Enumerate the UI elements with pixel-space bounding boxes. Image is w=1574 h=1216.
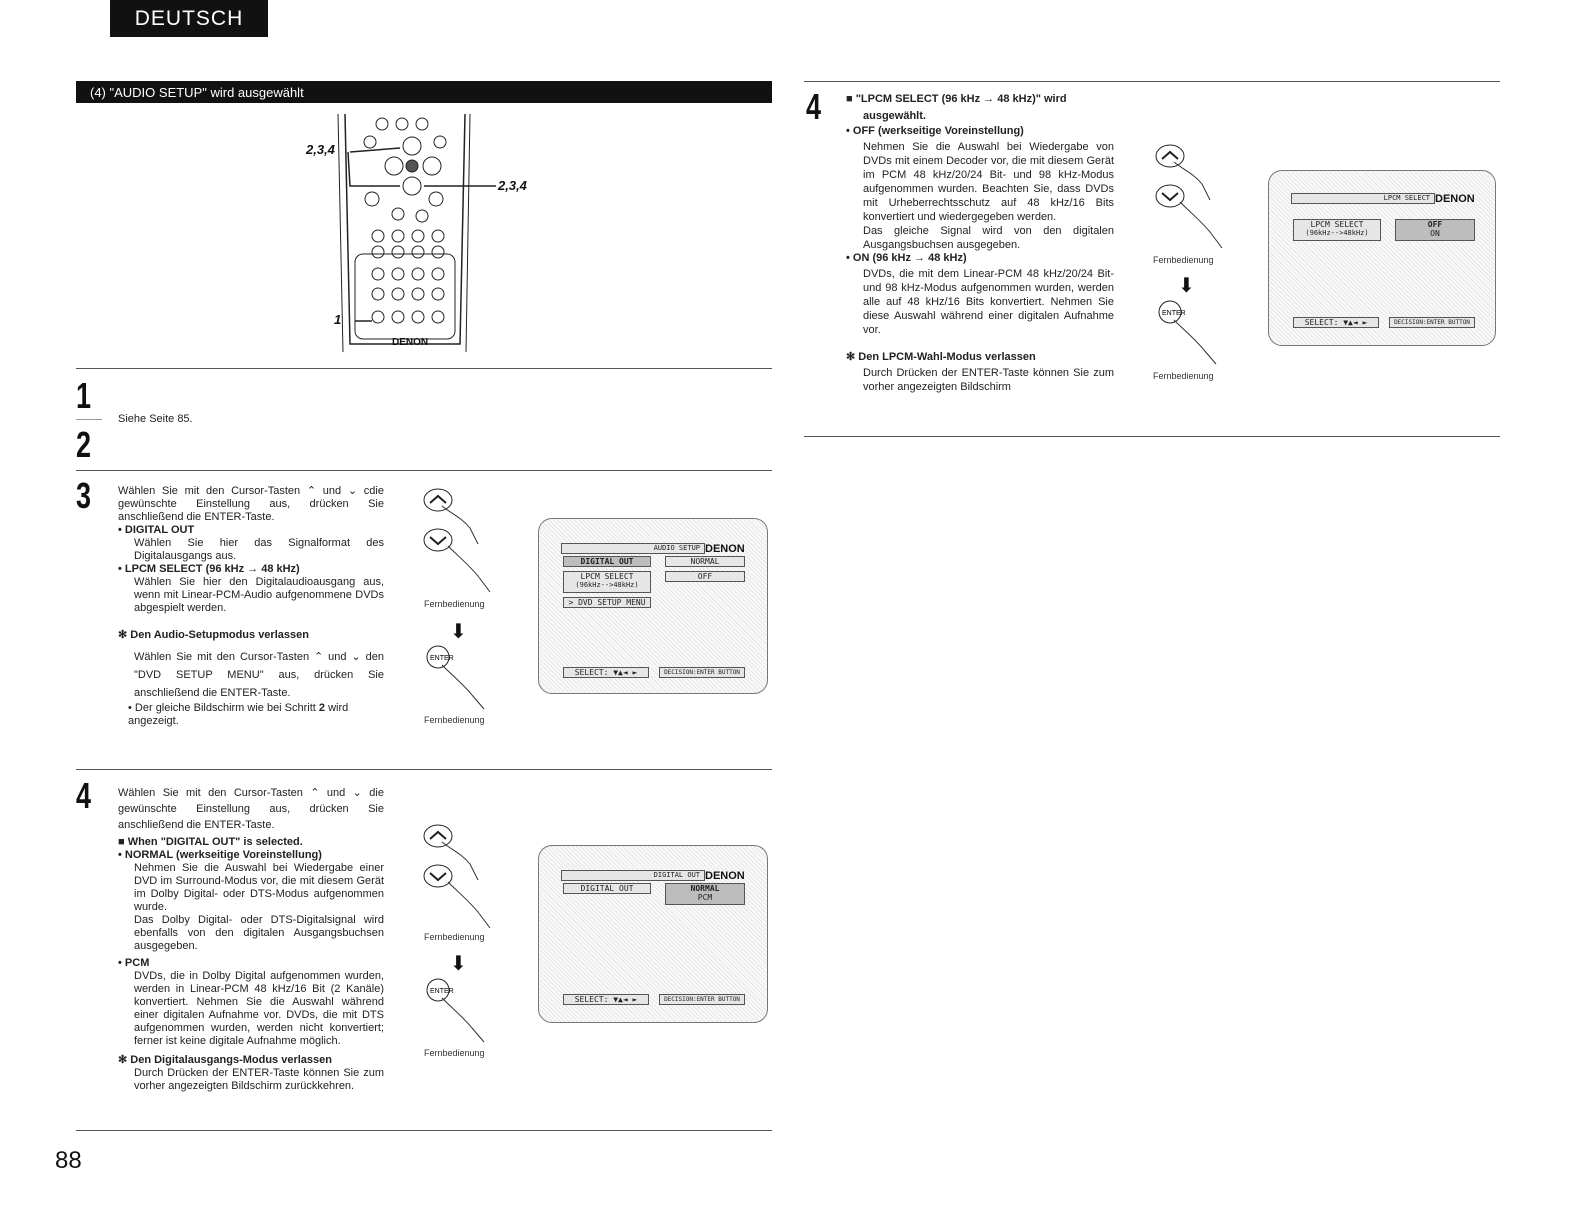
step4r-tv-screen	[1268, 170, 1496, 346]
screen-header-bar: AUDIO SETUP	[561, 543, 705, 554]
step-number-4-right: 4	[806, 86, 822, 127]
step3-item2-title: • LPCM SELECT (96 kHz → 48 kHz)	[118, 563, 300, 575]
cursor-down-icon	[424, 529, 452, 551]
divider	[804, 81, 1500, 82]
step4r-caption-2: Fernbedienung	[1153, 371, 1214, 381]
step4-caption-1: Fernbedienung	[424, 932, 485, 942]
screen-menu-digital-out: DIGITAL OUT	[563, 556, 651, 567]
down-arrow-icon: ⬇	[1178, 275, 1195, 297]
screen-footer-select: SELECT: ▼▲◄ ►	[1293, 317, 1379, 328]
step3-exit-title: ✻ Den Audio-Setupmodus verlassen	[118, 629, 309, 641]
step4-hand-cursor	[418, 820, 498, 928]
step4-when: ■ When "DIGITAL OUT" is selected.	[118, 836, 303, 848]
screen-brand: DENON	[705, 543, 745, 555]
step3-caption-1: Fernbedienung	[424, 599, 485, 609]
divider	[76, 769, 772, 770]
step3-caption-2: Fernbedienung	[424, 715, 485, 725]
step3-text	[118, 485, 384, 728]
screen-footer-decision: DECISION:ENTER BUTTON	[1389, 317, 1475, 328]
hand-icon	[1174, 320, 1216, 364]
step4-opt1-text2: Das Dolby Digital- oder DTS-Digitalsignal wird ebenfalls von den digitalen Ausgangsbuchsen ausgegeben.	[134, 914, 384, 952]
step3-hand-enter	[424, 645, 494, 711]
cursor-down-icon	[424, 865, 452, 887]
label-1: 1	[334, 312, 342, 327]
step4-opt2-text: DVDs, die in Dolby Digital aufgenommen wurden, werden in Linear-PCM 48 kHz/16 Bit (2 Kanäle) konvertiert. Nehmen Sie die Auswahl während einer digitalen Aufnahme vor. DVDs, die mit DTS aufgenommen wurden, werden nicht konvertiert; ferner ist keine digitale Aufnahme möglich.	[134, 970, 384, 1047]
screen-menu-digital-out: DIGITAL OUT	[563, 883, 651, 894]
step4-tv-screen	[538, 845, 768, 1023]
step4-opt1-text: Nehmen Sie die Auswahl bei Wiedergabe einer DVD im Surround-Modus vor, die mit diesem Gerät im Dolby Digital- oder DTS-Modus aufgenommen wurde.	[134, 862, 384, 913]
divider	[76, 1130, 772, 1131]
screen-menu-lpcm-select: LPCM SELECT (96kHz-->48kHz)	[1293, 219, 1381, 241]
hand-icon	[442, 998, 484, 1042]
step-number-2: 2	[76, 424, 92, 465]
step4r-caption-1: Fernbedienung	[1153, 255, 1214, 265]
screen-brand: DENON	[1435, 193, 1475, 205]
hand-icon	[442, 665, 484, 709]
step4r-hand-cursor	[1150, 140, 1230, 248]
hand-icon	[1174, 162, 1222, 248]
step4-right-text	[846, 93, 1114, 394]
page-number: 88	[55, 1147, 82, 1174]
step4r-opt2-title: • ON (96 kHz → 48 kHz)	[846, 252, 967, 264]
hand-icon	[442, 842, 490, 928]
screen-options-off-on: OFF ON	[1395, 219, 1475, 241]
step4-left-text	[118, 785, 384, 1093]
step3-intro: Wählen Sie mit den Cursor-Tasten ⌃ und ⌄ cdie gewünschte Einstellung aus, drücken Sie anschließend die ENTER-Taste.	[118, 485, 384, 523]
step-number-3: 3	[76, 475, 92, 516]
screen-footer-select: SELECT: ▼▲◄ ►	[563, 667, 649, 678]
screen-menu-lpcm-select: LPCM SELECT (96kHz-->48kHz)	[563, 571, 651, 593]
step4r-opt2-text: DVDs, die mit dem Linear-PCM 48 kHz/20/24 Bit- und 98 kHz-Modus aufgenommen wurden, werden alle auf 48 kHz/16 Bits konvertiert. Nehmen Sie diese Auswahl während einer digitalen Aufnahme vor.	[863, 268, 1114, 336]
screen-value-off: OFF	[665, 571, 745, 582]
step4-hand-enter	[424, 978, 494, 1044]
section-title-bar: (4) "AUDIO SETUP" wird ausgewählt	[76, 81, 772, 103]
screen-brand: DENON	[705, 870, 745, 882]
label-234-left: 2,3,4	[306, 142, 335, 157]
label-234-right: 2,3,4	[498, 178, 527, 193]
remote-illustration	[300, 104, 540, 354]
step-number-1: 1	[76, 375, 92, 416]
step3-item1-title: • DIGITAL OUT	[118, 524, 195, 536]
language-tab: DEUTSCH	[110, 0, 268, 37]
screen-value-normal: NORMAL	[665, 556, 745, 567]
svg-text:ENTER: ENTER	[1162, 310, 1186, 317]
cursor-up-icon	[424, 825, 452, 847]
step4r-exit-title: ✻ Den LPCM-Wahl-Modus verlassen	[846, 351, 1036, 363]
step4r-opt1-text2: Das gleiche Signal wird von den digitalen Ausgangsbuchsen ausgegeben.	[863, 225, 1114, 251]
step3-item2-text: Wählen Sie hier den Digitalaudioausgang aus, wenn mit Linear-PCM-Audio aufgenommene DVDs abgespielt werden.	[134, 576, 384, 614]
step4-exit-title: ✻ Den Digitalausgangs-Modus verlassen	[118, 1054, 332, 1066]
screen-header-bar: DIGITAL OUT	[561, 870, 705, 881]
cursor-up-icon	[424, 489, 452, 511]
step4-caption-2: Fernbedienung	[424, 1048, 485, 1058]
step1-note: Siehe Seite 85.	[118, 413, 193, 425]
step3-exit-note: • Der gleiche Bildschirm wie bei Schritt 2 wird angezeigt.	[128, 702, 349, 727]
divider-short	[76, 419, 102, 420]
screen-options-normal-pcm: NORMAL PCM	[665, 883, 745, 905]
step4r-heading-b: ausgewählt.	[863, 110, 926, 122]
divider	[76, 470, 772, 471]
step3-exit-text: Wählen Sie mit den Cursor-Tasten ⌃ und ⌄ den "DVD SETUP MENU" aus, drücken Sie anschließend die ENTER-Taste.	[134, 651, 384, 699]
screen-menu-dvd-setup: > DVD SETUP MENU	[563, 597, 651, 608]
step-number-4: 4	[76, 775, 92, 816]
step4-intro: Wählen Sie mit den Cursor-Tasten ⌃ und ⌄ die gewünschte Einstellung aus, drücken Sie anschließend die ENTER-Taste.	[118, 787, 384, 831]
cursor-down-icon	[1156, 185, 1184, 207]
step4r-heading-a: ■ "LPCM SELECT (96 kHz → 48 kHz)" wird	[846, 93, 1067, 105]
step4r-exit-text: Durch Drücken der ENTER-Taste können Sie zum vorher angezeigten Bildschirm	[863, 367, 1114, 393]
svg-text:ENTER: ENTER	[430, 655, 454, 662]
screen-footer-decision: DECISION:ENTER BUTTON	[659, 667, 745, 678]
screen-footer-select: SELECT: ▼▲◄ ►	[563, 994, 649, 1005]
screen-header-bar: LPCM SELECT	[1291, 193, 1435, 204]
step4r-opt1-text: Nehmen Sie die Auswahl bei Wiedergabe von DVDs mit einem Decoder vor, die mit diesem Gerät im PCM 48 kHz/20/24 Bit- und 98 kHz-Modus aufgenommen wurden. Beachten Sie, dass DVDs mit Urheberrechtsschutz auf 48 kHz/16 Bits konvertiert und wiedergegeben werden.	[863, 141, 1114, 223]
divider	[804, 436, 1500, 437]
step3-tv-screen	[538, 518, 768, 694]
remote-brand-logo: DENON	[392, 337, 429, 348]
step4-opt1-title: • NORMAL (werkseitige Voreinstellung)	[118, 849, 322, 861]
down-arrow-icon: ⬇	[450, 621, 467, 643]
svg-text:ENTER: ENTER	[430, 988, 454, 995]
cursor-up-icon	[1156, 145, 1184, 167]
hand-icon	[442, 506, 490, 592]
screen-footer-decision: DECISION:ENTER BUTTON	[659, 994, 745, 1005]
step4r-hand-enter	[1156, 300, 1226, 366]
step4-exit-text: Durch Drücken der ENTER-Taste können Sie zum vorher angezeigten Bildschirm zurückkehren.	[134, 1067, 384, 1092]
divider	[76, 368, 772, 369]
step4r-opt1-title: • OFF (werkseitige Voreinstellung)	[846, 125, 1024, 137]
step4-opt2-title: • PCM	[118, 957, 150, 969]
step3-hand-cursor	[418, 484, 498, 592]
down-arrow-icon: ⬇	[450, 953, 467, 975]
step3-item1-text: Wählen Sie hier das Signalformat des Digitalausgangs aus.	[134, 537, 384, 562]
